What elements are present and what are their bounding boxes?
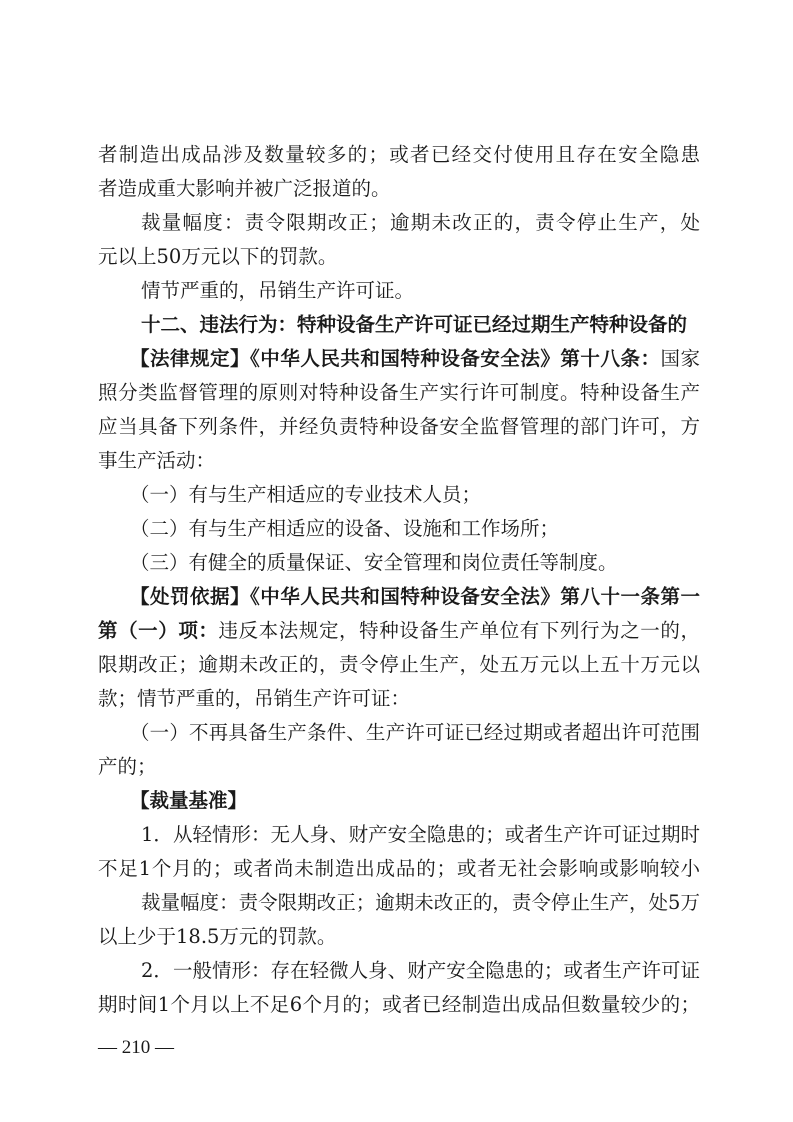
text-line <box>98 988 700 1022</box>
text-line <box>98 580 700 614</box>
text-line <box>98 784 700 818</box>
text-line <box>98 852 700 886</box>
text-line <box>98 138 700 172</box>
text-line <box>98 920 700 954</box>
document-body <box>98 138 700 1022</box>
body-text: 限期改正；逾期未改正的，责令停止生产，处五万元以上五十万元以 <box>98 653 700 676</box>
text-line <box>98 274 700 308</box>
body-text: 产的； <box>98 755 157 778</box>
text-line <box>98 648 700 682</box>
body-text: 裁量幅度：责令限期改正；逾期未改正的，责令停止生产，处 <box>141 211 700 234</box>
text-line <box>98 614 700 648</box>
text-line <box>98 818 700 852</box>
body-text: 款；情节严重的，吊销生产许可证： <box>98 687 411 710</box>
bold-text: 【法律规定】《中华人民共和国特种设备安全法》第十八条： <box>130 347 661 370</box>
body-text: 不足1个月的；或者尚未制造出成品的；或者无社会影响或影响较小 <box>98 857 700 880</box>
body-text: 违反本法规定，特种设备生产单位有下列行为之一的， <box>218 619 700 642</box>
bold-text: 第（一）项： <box>98 619 219 642</box>
body-text: 者制造出成品涉及数量较多的；或者已经交付使用且存在安全隐患 <box>98 143 700 166</box>
text-line <box>98 342 700 376</box>
text-line <box>98 716 700 750</box>
text-line <box>98 512 700 546</box>
body-text: （二）有与生产相适应的设备、设施和工作场所； <box>130 517 560 540</box>
text-line <box>98 206 700 240</box>
body-text: （三）有健全的质量保证、安全管理和岗位责任等制度。 <box>130 551 618 574</box>
body-text: 元以上50万元以下的罚款。 <box>98 245 338 268</box>
body-text: 应当具备下列条件，并经负责特种设备安全监督管理的部门许可，方 <box>98 415 700 438</box>
text-line <box>98 444 700 478</box>
text-line <box>98 376 700 410</box>
text-line <box>98 954 700 988</box>
body-text: 裁量幅度：责令限期改正；逾期未改正的，责令停止生产，处5万 <box>141 891 700 914</box>
body-text: 照分类监督管理的原则对特种设备生产实行许可制度。特种设备生产 <box>98 381 700 404</box>
body-text: 2．一般情形：存在轻微人身、财产安全隐患的；或者生产许可证 <box>141 959 700 982</box>
body-text: 1．从轻情形：无人身、财产安全隐患的；或者生产许可证过期时 <box>141 823 700 846</box>
text-line <box>98 240 700 274</box>
body-text: （一）有与生产相适应的专业技术人员； <box>130 483 482 506</box>
text-line <box>98 546 700 580</box>
text-line <box>98 682 700 716</box>
bold-text: 【处罚依据】《中华人民共和国特种设备安全法》第八十一条第一 <box>130 585 700 608</box>
body-text: 以上少于18.5万元的罚款。 <box>98 925 337 948</box>
body-text: 期时间1个月以上不足6个月的；或者已经制造出成品但数量较少的； <box>98 993 700 1016</box>
body-text: 事生产活动： <box>98 449 216 472</box>
body-text: 情节严重的，吊销生产许可证。 <box>141 279 415 302</box>
text-line <box>98 410 700 444</box>
text-line <box>98 172 700 206</box>
text-line <box>98 478 700 512</box>
body-text: 者造成重大影响并被广泛报道的。 <box>98 177 391 200</box>
text-line <box>98 750 700 784</box>
text-line <box>98 886 700 920</box>
body-text: （一）不再具备生产条件、生产许可证已经过期或者超出许可范围 <box>130 721 700 744</box>
bold-text: 十二、违法行为：特种设备生产许可证已经过期生产特种设备的 <box>141 313 688 336</box>
text-line <box>98 308 700 342</box>
bold-text: 【裁量基准】 <box>130 789 248 812</box>
body-text: 国家 <box>660 347 700 370</box>
page-number: — 210 — <box>98 1037 174 1058</box>
